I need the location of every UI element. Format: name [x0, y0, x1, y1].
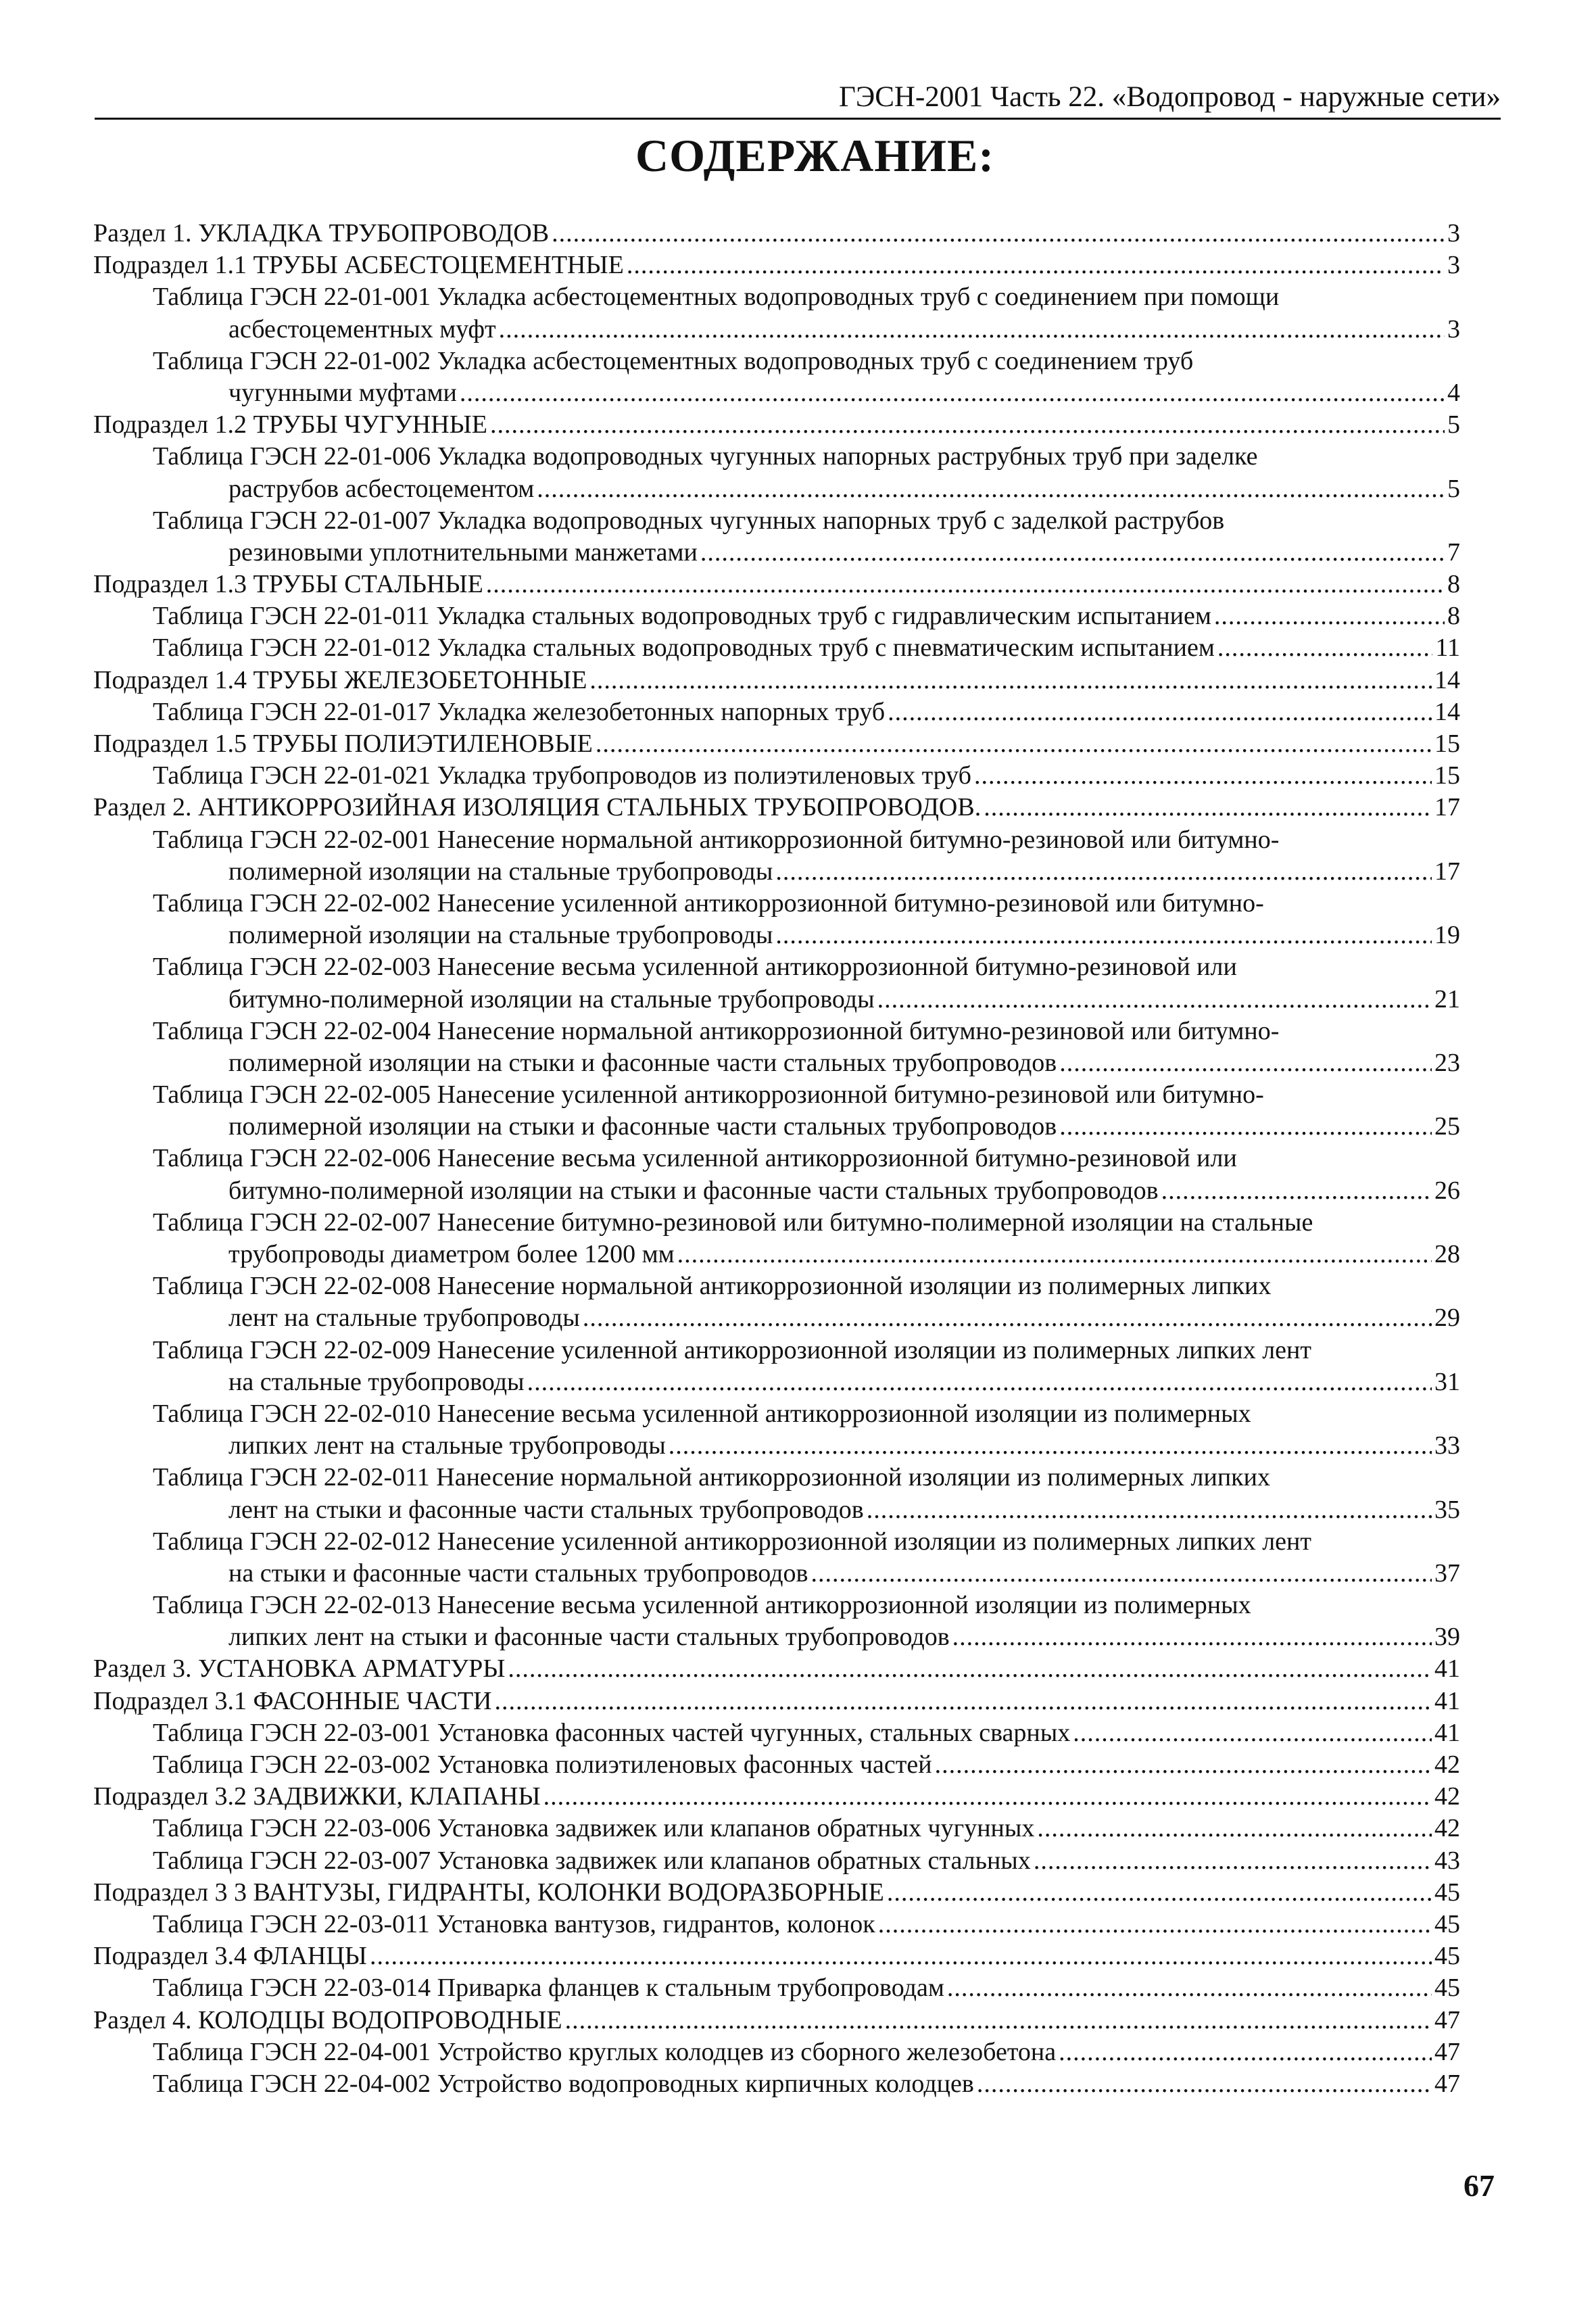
toc-entry[interactable] — [93, 1686, 1460, 1717]
toc-entry-text: Таблица ГЭСН 22-01-021 Укладка трубопроводов из полиэтиленовых труб — [153, 761, 971, 790]
toc-entry-text: Таблица ГЭСН 22-01-011 Укладка стальных водопроводных труб с гидравлическим испытанием — [153, 602, 1211, 631]
toc-entry-text: Таблица ГЭСН 22-01-006 Укладка водопроводных чугунных напорных раструбных труб при заделке — [153, 442, 1258, 471]
toc-entry-text: Таблица ГЭСН 22-02-004 Нанесение нормальной антикоррозионной битумно-резиновой или битумно- — [153, 1016, 1280, 1045]
toc-page-number: 25 — [1434, 1112, 1460, 1141]
toc-entry-text: Раздел 3. УСТАНОВКА АРМАТУРЫ — [93, 1654, 506, 1684]
toc-entry-text: трубопроводы диаметром более 1200 мм — [228, 1240, 675, 1268]
toc-entry-text: Раздел 4. КОЛОДЦЫ ВОДОПРОВОДНЫЕ — [93, 2005, 562, 2034]
dot-leader — [952, 1621, 1432, 1653]
toc-page-number: 37 — [1434, 1558, 1460, 1588]
toc-entry-text: Подраздел 1.4 ТРУБЫ ЖЕЛЕЗОБЕТОННЫЕ — [93, 665, 587, 694]
toc-page-number: 31 — [1434, 1367, 1460, 1396]
toc-entry-text: лент на стыки и фасонные части стальных трубопроводов — [228, 1495, 864, 1524]
toc-entry[interactable] — [93, 1335, 1460, 1366]
toc-entry[interactable] — [93, 728, 1460, 760]
toc-page-number: 42 — [1434, 1782, 1460, 1811]
toc-entry[interactable] — [93, 984, 1460, 1016]
toc-entry-text: полимерной изоляции на стальные трубопроводы — [228, 921, 773, 950]
toc-entry-text: битумно-полимерной изоляции на стальные трубопроводы — [228, 984, 875, 1013]
dot-leader — [775, 920, 1432, 951]
dot-leader — [974, 760, 1432, 792]
toc-entry[interactable] — [93, 760, 1460, 792]
toc-entry-text: Таблица ГЭСН 22-01-017 Укладка железобетонных напорных труб — [153, 697, 886, 726]
page-title: СОДЕРЖАНИЕ: — [635, 130, 995, 181]
toc-entry-text: Таблица ГЭСН 22-01-012 Укладка стальных водопроводных труб с пневматическим испытанием — [153, 634, 1215, 663]
toc-entry-text: Таблица ГЭСН 22-02-010 Нанесение весьма усиленной антикоррозионной изоляции из полимерных — [153, 1399, 1251, 1428]
toc-entry-text: Раздел 1. УКЛАДКА ТРУБОПРОВОДОВ — [93, 219, 550, 247]
toc-entry[interactable] — [93, 2036, 1460, 2068]
toc-entry-text: Подраздел 1.2 ТРУБЫ ЧУГУННЫЕ — [93, 410, 488, 439]
toc-page-number: 3 — [1447, 219, 1460, 247]
dot-leader — [811, 1558, 1432, 1590]
toc-entry-text: Таблица ГЭСН 22-04-001 Устройство круглых колодцев из сборного железобетона — [153, 2037, 1057, 2066]
toc-entry[interactable] — [93, 1877, 1460, 1909]
toc-entry[interactable] — [93, 1494, 1460, 1526]
toc-entry-text: на стальные трубопроводы — [228, 1367, 525, 1396]
toc-entry[interactable] — [93, 1940, 1460, 1972]
dot-leader — [1059, 2036, 1432, 2068]
toc-entry-text: Подраздел 3.1 ФАСОННЫЕ ЧАСТИ — [93, 1686, 492, 1715]
toc-entry-text: Подраздел 1.5 ТРУБЫ ПОЛИЭТИЛЕНОВЫЕ — [93, 730, 593, 758]
toc-entry[interactable] — [93, 888, 1460, 920]
toc-entry[interactable] — [93, 1302, 1460, 1334]
toc-entry-text: полимерной изоляции на стыки и фасонные части стальных трубопроводов — [228, 1112, 1057, 1141]
toc-entry[interactable] — [93, 281, 1460, 313]
toc-entry[interactable] — [93, 1781, 1460, 1813]
toc-entry[interactable] — [93, 1653, 1460, 1685]
toc-page-number: 41 — [1434, 1654, 1460, 1684]
toc-entry-text: Таблица ГЭСН 22-03-006 Установка задвижек или клапанов обратных чугунных — [153, 1814, 1035, 1843]
toc-entry-text: Таблица ГЭСН 22-02-013 Нанесение весьма усиленной антикоррозионной изоляции из полимерных — [153, 1591, 1251, 1620]
toc-entry[interactable] — [93, 537, 1460, 569]
toc-page-number: 17 — [1434, 793, 1460, 822]
toc-entry[interactable] — [93, 1175, 1460, 1207]
toc-entry[interactable] — [93, 792, 1460, 824]
toc-page-number: 14 — [1434, 665, 1460, 694]
dot-leader — [596, 728, 1432, 760]
toc-entry-text: Таблица ГЭСН 22-02-007 Нанесение битумно-резиновой или битумно-полимерной изоляции на стальные — [153, 1208, 1313, 1237]
dot-leader — [1059, 1047, 1432, 1079]
dot-leader — [947, 1972, 1432, 2004]
toc-entry-text: Таблица ГЭСН 22-02-011 Нанесение нормальной антикоррозионной изоляции из полимерных липких — [153, 1463, 1270, 1492]
toc-entry-text: Таблица ГЭСН 22-02-003 Нанесение весьма усиленной антикоррозионной битумно-резиновой или — [153, 953, 1237, 982]
toc-entry-text: резиновыми уплотнительными манжетами — [228, 538, 698, 567]
toc-entry[interactable] — [93, 249, 1460, 281]
toc-entry-text: Подраздел 1.3 ТРУБЫ СТАЛЬНЫЕ — [93, 570, 483, 599]
toc-page-number: 17 — [1434, 857, 1460, 886]
toc-entry[interactable] — [93, 824, 1460, 856]
dot-leader — [583, 1302, 1432, 1334]
dot-leader — [552, 218, 1445, 249]
toc-page-number: 15 — [1434, 730, 1460, 758]
toc-entry-text: Таблица ГЭСН 22-02-008 Нанесение нормальной антикоррозионной изоляции из полимерных липких — [153, 1272, 1272, 1301]
toc-entry-text: асбестоцементных муфт — [228, 314, 496, 343]
toc-entry[interactable] — [93, 1079, 1460, 1111]
toc-page-number: 35 — [1434, 1495, 1460, 1524]
dot-leader — [935, 1749, 1432, 1781]
toc-entry-text: полимерной изоляции на стыки и фасонные части стальных трубопроводов — [228, 1048, 1057, 1077]
toc-entry[interactable] — [93, 951, 1460, 983]
toc-entry[interactable] — [93, 1047, 1460, 1079]
dot-leader — [565, 2005, 1432, 2036]
dot-leader — [1034, 1845, 1432, 1877]
toc-page-number: 11 — [1435, 634, 1460, 663]
toc-page-number: 47 — [1434, 2005, 1460, 2034]
toc-entry[interactable] — [93, 1270, 1460, 1302]
toc-entry-text: Таблица ГЭСН 22-03-014 Приварка фланцев к стальным трубопроводам — [153, 1974, 944, 2003]
running-header: ГЭСН-2001 Часть 22. «Водопровод - наружные сети» — [838, 81, 1501, 113]
toc-page-number: 42 — [1434, 1750, 1460, 1779]
toc-entry[interactable] — [93, 1749, 1460, 1781]
toc-entry[interactable] — [93, 1845, 1460, 1877]
toc-page-number: 41 — [1434, 1686, 1460, 1715]
toc-entry[interactable] — [93, 377, 1460, 409]
toc-entry[interactable] — [93, 920, 1460, 951]
dot-leader — [877, 984, 1432, 1016]
toc-entry-text: липких лент на стальные трубопроводы — [228, 1431, 666, 1460]
dot-leader — [878, 1909, 1432, 1940]
toc-page-number: 3 — [1447, 251, 1460, 280]
toc-entry-text: Таблица ГЭСН 22-02-009 Нанесение усиленной антикоррозионной изоляции из полимерных липких лент — [153, 1335, 1311, 1364]
toc-page-number: 45 — [1434, 1974, 1460, 2003]
dot-leader — [537, 473, 1445, 505]
toc-entry[interactable] — [93, 1909, 1460, 1940]
toc-entry[interactable] — [93, 218, 1460, 249]
toc-entry-text: чугунными муфтами — [228, 378, 457, 407]
toc-entry[interactable] — [93, 2005, 1460, 2036]
toc-entry-text: Таблица ГЭСН 22-03-011 Установка вантузов, гидрантов, колонок — [153, 1909, 875, 1938]
toc-page-number: 8 — [1447, 570, 1460, 599]
dot-leader — [460, 377, 1445, 409]
dot-leader — [543, 1781, 1432, 1813]
toc-entry-text: Таблица ГЭСН 22-03-007 Установка задвижек или клапанов обратных стальных — [153, 1846, 1031, 1875]
toc-entry-text: липких лент на стыки и фасонные части стальных трубопроводов — [228, 1623, 950, 1652]
toc-page-number: 33 — [1434, 1431, 1460, 1460]
toc-entry-text: Таблица ГЭСН 22-01-001 Укладка асбестоцементных водопроводных труб с соединением при помощи — [153, 283, 1280, 312]
toc-page-number: 4 — [1447, 378, 1460, 407]
toc-page-number: 45 — [1434, 1909, 1460, 1938]
dot-leader — [494, 1686, 1432, 1717]
toc-entry[interactable] — [93, 1430, 1460, 1462]
dot-leader — [1059, 1111, 1432, 1143]
dot-leader — [499, 314, 1445, 345]
toc-entry-text: Таблица ГЭСН 22-02-006 Нанесение весьма усиленной антикоррозионной битумно-резиновой или — [153, 1144, 1237, 1173]
toc-entry[interactable] — [93, 1143, 1460, 1174]
toc-entry[interactable] — [93, 1462, 1460, 1494]
table-of-contents — [93, 218, 1460, 2100]
toc-entry-text: на стыки и фасонные части стальных трубопроводов — [228, 1558, 808, 1588]
toc-entry[interactable] — [93, 1398, 1460, 1430]
toc-entry[interactable] — [93, 441, 1460, 473]
toc-entry-text: Подраздел 1.1 ТРУБЫ АСБЕСТОЦЕМЕНТНЫЕ — [93, 251, 624, 280]
toc-entry-text: Таблица ГЭСН 22-01-002 Укладка асбестоцементных водопроводных труб с соединением труб — [153, 346, 1194, 375]
toc-entry-text: полимерной изоляции на стальные трубопроводы — [228, 857, 773, 886]
toc-entry[interactable] — [93, 1558, 1460, 1590]
toc-page-number: 29 — [1434, 1304, 1460, 1333]
toc-page-number: 19 — [1434, 921, 1460, 950]
toc-page-number: 45 — [1434, 1942, 1460, 1971]
toc-entry[interactable] — [93, 1016, 1460, 1047]
toc-entry-text: раструбов асбестоцементом — [228, 474, 535, 503]
toc-entry[interactable] — [93, 632, 1460, 664]
toc-entry[interactable] — [93, 409, 1460, 441]
toc-entry[interactable] — [93, 2068, 1460, 2100]
toc-page-number: 3 — [1447, 314, 1460, 343]
toc-entry[interactable] — [93, 1717, 1460, 1749]
toc-entry-text: Подраздел 3.2 ЗАДВИЖКИ, КЛАПАНЫ — [93, 1782, 541, 1811]
toc-entry[interactable] — [93, 1239, 1460, 1270]
toc-page-number: 7 — [1447, 538, 1460, 567]
dot-leader — [527, 1366, 1432, 1398]
dot-leader — [977, 2068, 1432, 2100]
toc-entry-text: Таблица ГЭСН 22-02-001 Нанесение нормальной антикоррозионной битумно-резиновой или битумно- — [153, 825, 1280, 854]
toc-page-number: 8 — [1447, 602, 1460, 631]
dot-leader — [677, 1239, 1432, 1270]
toc-page-number: 5 — [1447, 474, 1460, 503]
toc-entry-text: Таблица ГЭСН 22-02-002 Нанесение усиленной антикоррозионной битумно-резиновой или битумно- — [153, 888, 1264, 917]
dot-leader — [888, 696, 1432, 728]
dot-leader — [669, 1430, 1432, 1462]
toc-page-number: 21 — [1434, 984, 1460, 1013]
dot-leader — [1217, 632, 1433, 664]
toc-page-number: 41 — [1434, 1718, 1460, 1747]
dot-leader — [1037, 1813, 1432, 1844]
toc-entry-text: Таблица ГЭСН 22-03-002 Установка полиэтиленовых фасонных частей — [153, 1750, 932, 1779]
toc-entry[interactable] — [93, 314, 1460, 345]
dot-leader — [486, 569, 1445, 600]
toc-entry[interactable] — [93, 1207, 1460, 1239]
toc-entry[interactable] — [93, 505, 1460, 537]
toc-entry-text: Раздел 2. АНТИКОРРОЗИЙНАЯ ИЗОЛЯЦИЯ СТАЛЬНЫХ ТРУБОПРОВОДОВ. — [93, 793, 982, 822]
toc-entry[interactable] — [93, 1526, 1460, 1558]
toc-entry[interactable] — [93, 856, 1460, 888]
toc-page-number: 28 — [1434, 1240, 1460, 1268]
dot-leader — [867, 1494, 1432, 1526]
toc-entry[interactable] — [93, 1621, 1460, 1653]
toc-page-number: 42 — [1434, 1814, 1460, 1843]
toc-page-number: 43 — [1434, 1846, 1460, 1875]
dot-leader — [490, 409, 1445, 441]
toc-entry[interactable] — [93, 1366, 1460, 1398]
toc-page-number: 39 — [1434, 1623, 1460, 1652]
toc-entry[interactable] — [93, 665, 1460, 696]
toc-page-number: 26 — [1434, 1176, 1460, 1205]
toc-page-number: 5 — [1447, 410, 1460, 439]
toc-entry-text: Таблица ГЭСН 22-02-012 Нанесение усиленной антикоррозионной изоляции из полимерных липких лент — [153, 1527, 1311, 1556]
toc-entry[interactable] — [93, 345, 1460, 377]
toc-entry-text: Подраздел 3.4 ФЛАНЦЫ — [93, 1942, 367, 1971]
dot-leader — [775, 856, 1432, 888]
toc-page-number: 23 — [1434, 1048, 1460, 1077]
toc-entry-text: Таблица ГЭСН 22-01-007 Укладка водопроводных чугунных напорных труб с заделкой раструбов — [153, 506, 1225, 535]
dot-leader — [1073, 1717, 1432, 1749]
dot-leader — [589, 665, 1432, 696]
toc-page-number: 15 — [1434, 761, 1460, 790]
toc-entry-text: Таблица ГЭСН 22-03-001 Установка фасонных частей чугунных, стальных сварных — [153, 1718, 1071, 1747]
toc-entry[interactable] — [93, 1590, 1460, 1621]
dot-leader — [1214, 600, 1445, 632]
toc-page-number: 47 — [1434, 2069, 1460, 2098]
dot-leader — [700, 537, 1445, 569]
toc-entry[interactable] — [93, 600, 1460, 632]
toc-entry[interactable] — [93, 1813, 1460, 1844]
toc-page-number: 14 — [1434, 697, 1460, 726]
toc-entry-text: Таблица ГЭСН 22-04-002 Устройство водопроводных кирпичных колодцев — [153, 2069, 974, 2098]
dot-leader — [1161, 1175, 1432, 1207]
dot-leader — [508, 1653, 1432, 1685]
toc-page-number: 45 — [1434, 1878, 1460, 1907]
toc-entry[interactable] — [93, 569, 1460, 600]
toc-entry[interactable] — [93, 473, 1460, 505]
header-rule — [95, 118, 1501, 120]
toc-entry-text: лент на стальные трубопроводы — [228, 1304, 580, 1333]
dot-leader — [887, 1877, 1432, 1909]
toc-entry-text: Таблица ГЭСН 22-02-005 Нанесение усиленной антикоррозионной битумно-резиновой или битумно- — [153, 1080, 1264, 1109]
toc-page-number: 47 — [1434, 2037, 1460, 2066]
dot-leader — [370, 1940, 1432, 1972]
page-number: 67 — [1464, 2168, 1495, 2203]
toc-entry[interactable] — [93, 1972, 1460, 2004]
dot-leader — [627, 249, 1445, 281]
toc-entry-text: Подраздел 3 3 ВАНТУЗЫ, ГИДРАНТЫ, КОЛОНКИ ВОДОРАЗБОРНЫЕ — [93, 1878, 884, 1907]
dot-leader — [984, 792, 1432, 824]
toc-entry[interactable] — [93, 1111, 1460, 1143]
toc-entry[interactable] — [93, 696, 1460, 728]
toc-entry-text: битумно-полимерной изоляции на стыки и фасонные части стальных трубопроводов — [228, 1176, 1159, 1205]
